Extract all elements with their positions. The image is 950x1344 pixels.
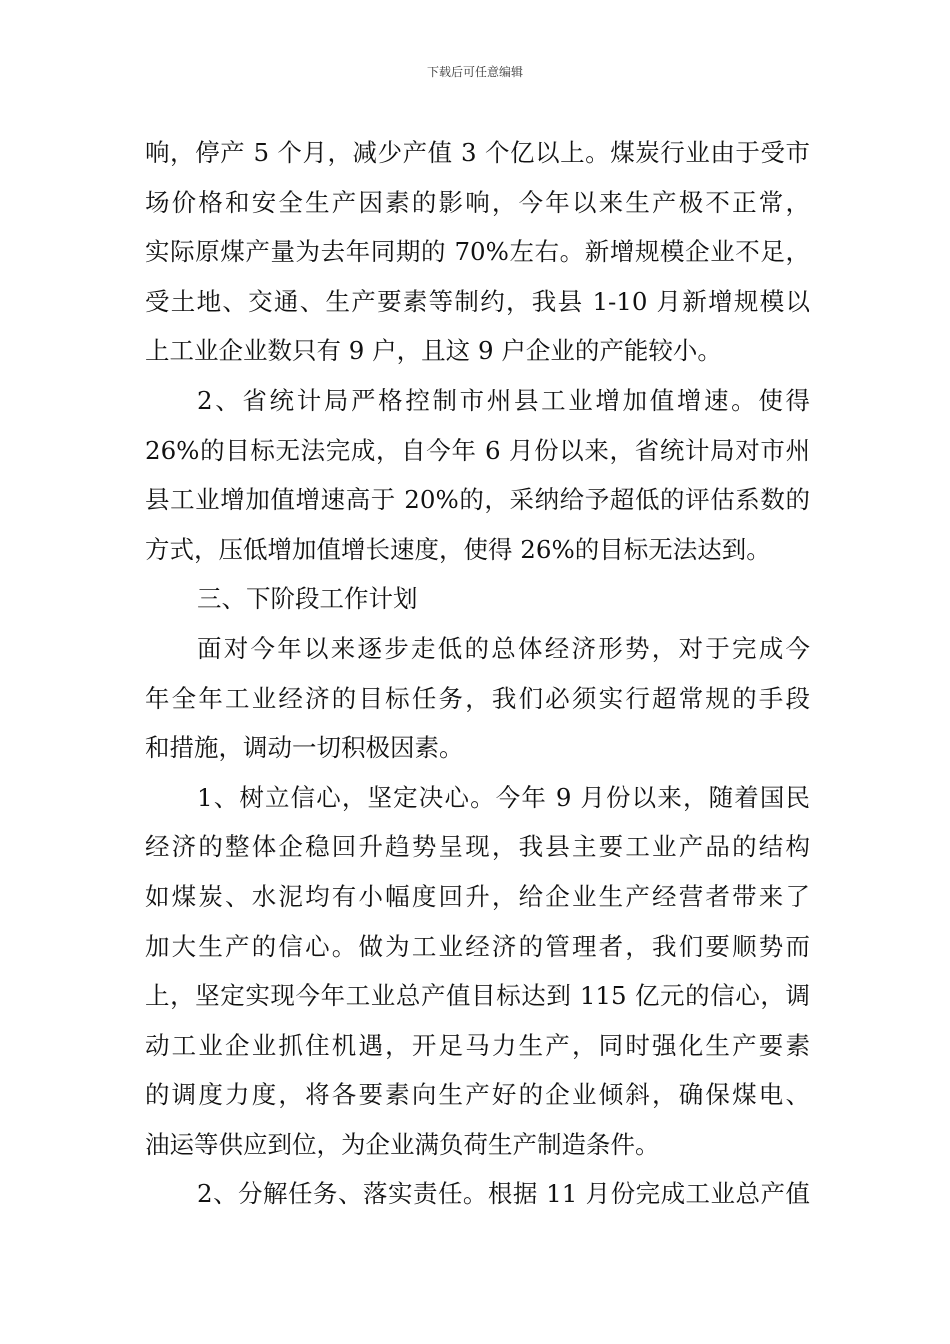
text-line: 响，停产 5 个月，减少产值 3 个亿以上。煤炭行业由于受市 <box>145 138 810 167</box>
text-line: 上，坚定实现今年工业总产值目标达到 115 亿元的信心，调 <box>145 981 810 1011</box>
text-line: 方式，压低增加值增长速度，使得 26%的目标无法达到。 <box>145 534 771 564</box>
text-line: 26%的目标无法完成，自今年 6 月份以来，省统计局对市州 <box>145 435 810 465</box>
text-line: 2、分解任务、落实责任。根据 11 月份完成工业总产值 <box>197 1179 810 1209</box>
document-body <box>145 128 810 1219</box>
text-line: 实际原煤产量为去年同期的 70%左右。新增规模企业不足， <box>145 237 810 267</box>
text-line: 如煤炭、水泥均有小幅度回升，给企业生产经营者带来了 <box>145 881 810 911</box>
text-line: 2、省统计局严格控制市州县工业增加值增速。使得 <box>197 385 810 415</box>
text-line: 和措施，调动一切积极因素。 <box>145 733 464 763</box>
text-line: 面对今年以来逐步走低的总体经济形势，对于完成今 <box>197 633 810 663</box>
text-line: 的调度力度，将各要素向生产好的企业倾斜，确保煤电、 <box>145 1080 810 1110</box>
text-line: 场价格和安全生产因素的影响，今年以来生产极不正常， <box>145 187 810 217</box>
text-line: 县工业增加值增速高于 20%的，采纳给予超低的评估系数的 <box>145 485 810 515</box>
text-line: 上工业企业数只有 9 户，且这 9 户企业的产能较小。 <box>145 336 722 366</box>
text-line: 1、树立信心，坚定决心。今年 9 月份以来，随着国民 <box>197 782 810 812</box>
text-line: 油运等供应到位，为企业满负荷生产制造条件。 <box>145 1129 660 1159</box>
page-header: 下载后可任意编辑 <box>426 65 523 79</box>
text-line: 加大生产的信心。做为工业经济的管理者，我们要顺势而 <box>145 931 810 961</box>
text-line: 三、下阶段工作计划 <box>197 584 418 614</box>
text-line: 动工业企业抓住机遇，开足马力生产，同时强化生产要素 <box>145 1030 810 1060</box>
text-line: 经济的整体企稳回升趋势呈现，我县主要工业产品的结构 <box>145 832 810 862</box>
text-line: 年全年工业经济的目标任务，我们必须实行超常规的手段 <box>145 683 810 713</box>
text-line: 受土地、交通、生产要素等制约，我县 1-10 月新增规模以 <box>145 286 810 316</box>
